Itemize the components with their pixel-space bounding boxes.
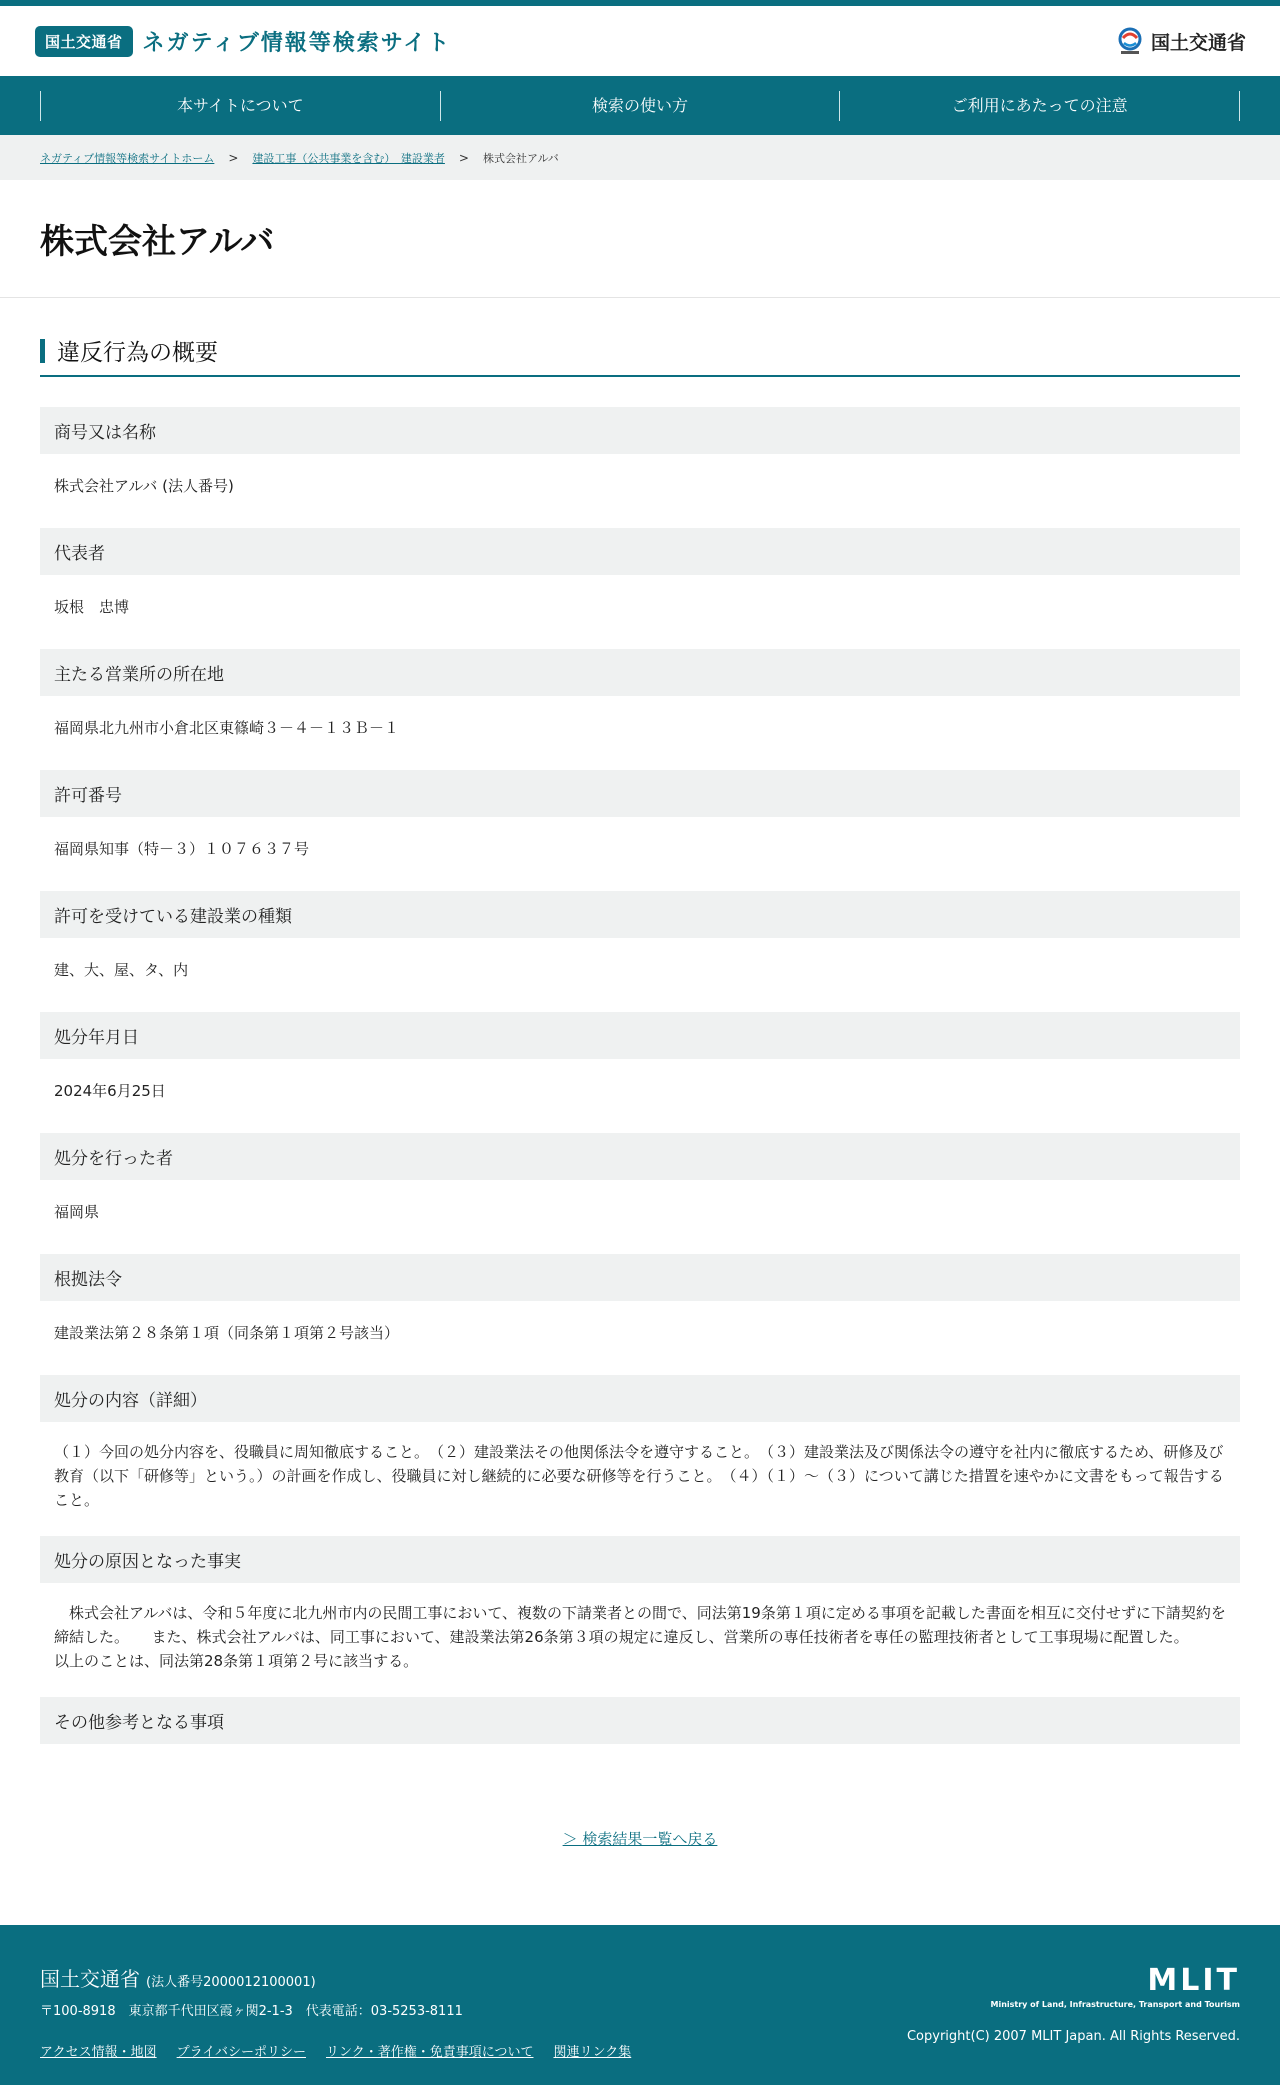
field-value-business-types: 建、大、屋、タ、内: [54, 961, 189, 979]
back-to-results-link[interactable]: ＞ 検索結果一覧へ戻る: [562, 1830, 718, 1848]
field-label-company-name: 商号又は名称: [40, 407, 1240, 454]
footer-link-access[interactable]: アクセス情報・地図: [40, 2045, 157, 2060]
site-brand[interactable]: [35, 26, 451, 57]
field-value-disposition-date: 2024年6月25日: [54, 1082, 166, 1100]
nav-how-to-search[interactable]: 検索の使い方: [440, 91, 840, 121]
footer-link-privacy[interactable]: プライバシーポリシー: [176, 2045, 306, 2060]
mlit-logo: [991, 1963, 1241, 2009]
breadcrumb-separator: >: [228, 150, 239, 165]
mlit-logo-subtitle: Ministry of Land, Infrastructure, Transport and Tourism: [990, 2000, 1240, 2009]
field-label-business-types: 許可を受けている建設業の種類: [40, 891, 1240, 938]
breadcrumb-current: 株式会社アルバ: [482, 151, 559, 165]
field-value-company-name: 株式会社アルバ (法人番号): [54, 477, 234, 495]
footer-link-copyright[interactable]: リンク・著作権・免責事項について: [325, 2045, 534, 2060]
field-value-cause-facts: 株式会社アルバは、令和５年度に北九州市内の民間工事において、複数の下請業者との間で、同法第19条第１項に定める事項を記載した書面を相互に交付せずに下請契約を締結した。 また、株式会社アルバは、同工事において、建設業法第26条第３項の規定に違反し、営業所の専任技術者を専任の監理技術者として工事現場に配置した。 以上のことは、同法第28条第１項第２号に該当する。: [54, 1604, 1226, 1670]
ministry-logo[interactable]: [1115, 26, 1246, 56]
mlit-logo-mark: MLIT: [1147, 1963, 1240, 1998]
field-value-office-address: 福岡県北九州市小倉北区東篠崎３－４－１３Ｂ－１: [54, 719, 400, 737]
field-label-office-address: 主たる営業所の所在地: [40, 649, 1240, 696]
site-footer: [0, 1925, 1280, 2085]
site-header: [0, 6, 1280, 76]
field-label-disposition-date: 処分年月日: [40, 1012, 1240, 1059]
section-heading: [40, 334, 1240, 377]
field-label-representative: 代表者: [40, 528, 1240, 575]
main-content: [0, 298, 1280, 1849]
footer-address: 〒100-8918 東京都千代田区霞ヶ関2-1-3 代表電話：03-5253-8111: [40, 2004, 463, 2019]
field-label-license-number: 許可番号: [40, 770, 1240, 817]
section-title: 違反行為の概要: [57, 340, 218, 366]
field-label-other-notes: その他参考となる事項: [40, 1697, 1240, 1744]
heading-accent-bar: [40, 339, 45, 363]
nav-usage-notes[interactable]: ご利用にあたっての注意: [839, 91, 1240, 121]
ministry-badge: 国土交通省: [35, 26, 133, 57]
copyright: Copyright(C) 2007 MLIT Japan. All Rights Reserved.: [906, 2029, 1240, 2044]
breadcrumb: [0, 135, 1280, 180]
ministry-emblem-icon: [1115, 26, 1145, 56]
ministry-name: 国土交通省: [1150, 31, 1246, 54]
footer-link-related[interactable]: 関連リンク集: [553, 2045, 632, 2060]
back-link-area: [40, 1828, 1240, 1849]
field-value-license-number: 福岡県知事（特－３）１０７６３７号: [54, 840, 310, 858]
field-label-disposing-authority: 処分を行った者: [40, 1133, 1240, 1180]
breadcrumb-home[interactable]: ネガティブ情報等検索サイトホーム: [40, 151, 215, 165]
site-title: ネガティブ情報等検索サイト: [142, 30, 452, 56]
field-value-representative: 坂根 忠博: [54, 598, 130, 616]
breadcrumb-separator: >: [458, 150, 469, 165]
field-value-other-notes: [40, 1744, 1240, 1798]
global-nav: [0, 76, 1280, 135]
field-value-disposing-authority: 福岡県: [54, 1203, 100, 1221]
field-label-legal-basis: 根拠法令: [40, 1254, 1240, 1301]
page-title: 株式会社アルバ: [40, 222, 275, 262]
breadcrumb-category[interactable]: 建設工事（公共事業を含む） 建設業者: [252, 151, 445, 165]
field-label-cause-facts: 処分の原因となった事実: [40, 1536, 1240, 1583]
field-label-disposition-details: 処分の内容（詳細）: [40, 1375, 1240, 1422]
footer-corp-number: (法人番号2000012100001): [146, 1975, 316, 1990]
nav-about[interactable]: 本サイトについて: [40, 91, 440, 121]
page-title-area: [0, 180, 1280, 298]
footer-org-name: 国土交通省: [40, 1967, 140, 1991]
field-value-disposition-details: （１）今回の処分内容を、役職員に周知徹底すること。 （２）建設業法その他関係法令を遵守すること。 （３）建設業法及び関係法令の遵守を社内に徹底するため、研修及び教育（以下「研修等」という。）の計画を作成し、役職員に対し継続的に必要な研修等を行うこと。 （４）（１）～（３）について講じた措置を速やかに文書をもって報告すること。: [54, 1443, 1224, 1509]
field-value-legal-basis: 建設業法第２８条第１項（同条第１項第２号該当）: [54, 1324, 400, 1342]
